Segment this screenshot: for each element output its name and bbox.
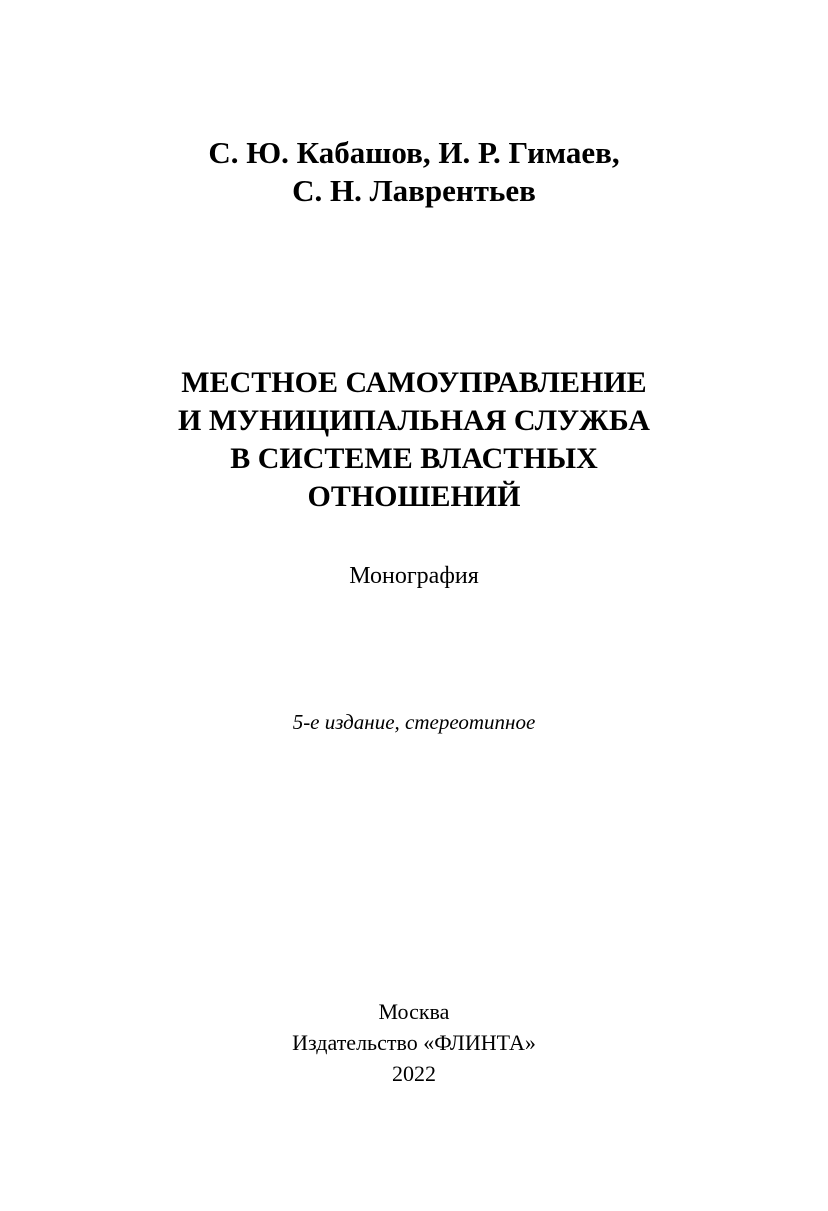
imprint-year: 2022 <box>392 1061 436 1086</box>
book-title-line-1: МЕСТНОЕ САМОУПРАВЛЕНИЕ <box>181 366 647 399</box>
authors-line-1: С. Ю. Кабашов, И. Р. Гимаев, <box>208 135 620 170</box>
imprint <box>0 996 828 1089</box>
edition-note: 5-е издание, стереотипное <box>292 710 536 734</box>
authors-line-2: С. Н. Лаврентьев <box>292 173 536 208</box>
imprint-city: Москва <box>378 999 450 1024</box>
book-title-line-4: ОТНОШЕНИЙ <box>307 480 521 513</box>
book-title <box>0 364 828 516</box>
imprint-publisher: Издательство «ФЛИНТА» <box>292 1030 536 1055</box>
book-title-line-2: И МУНИЦИПАЛЬНАЯ СЛУЖБА <box>178 404 650 437</box>
genre-label: Монография <box>349 563 479 589</box>
book-title-line-3: В СИСТЕМЕ ВЛАСТНЫХ <box>230 442 598 475</box>
authors <box>0 134 828 210</box>
